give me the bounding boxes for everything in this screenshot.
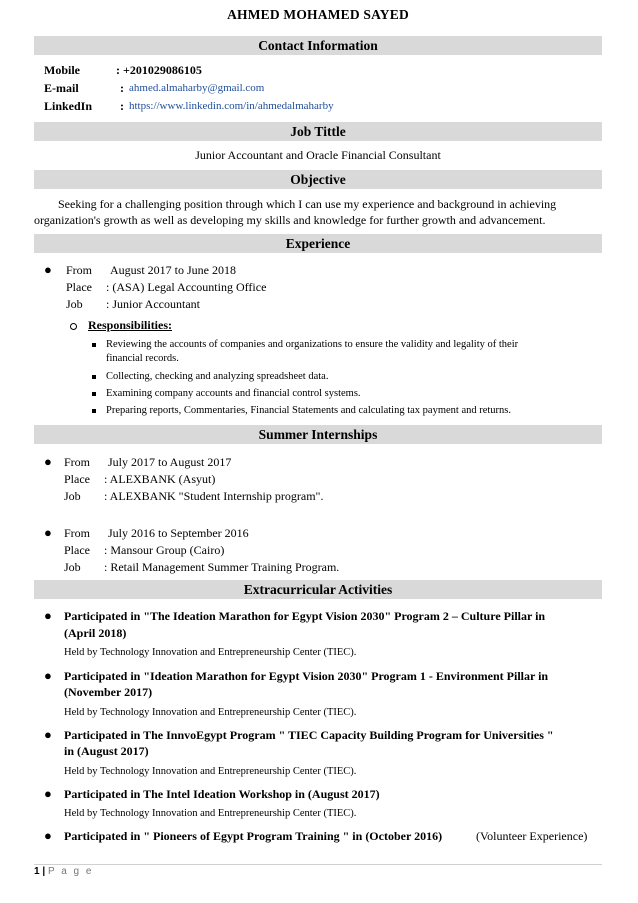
internships-header: Summer Internships <box>34 425 602 444</box>
responsibility-item: Collecting, checking and analyzing spreadsheet data. <box>106 371 329 382</box>
activity-volunteer-note: (Volunteer Experience) <box>476 829 588 843</box>
activity-title: Participated in "Ideation Marathon for Egypt Vision 2030" Program 1 - Environment Pillar in <box>64 669 549 683</box>
email-colon: : <box>120 81 124 95</box>
intern-from-label: From <box>64 526 91 540</box>
activity-held-by: Held by Technology Innovation and Entrepreneurship Center (TIEC). <box>64 808 357 819</box>
linkedin-colon: : <box>120 99 124 113</box>
objective-text: Seeking for a challenging position through which I can use my experience and background in achieving organization's growth as well as developing my skills and knowledge for further growth and advancement. <box>34 197 557 227</box>
exp-from-value: August 2017 to June 2018 <box>110 263 236 277</box>
intern-from-value: July 2016 to September 2016 <box>108 526 249 540</box>
intern-job-label: Job <box>64 489 81 503</box>
intern-place-value: : Mansour Group (Cairo) <box>104 543 225 557</box>
activity-title: Participated in The Intel Ideation Workshop in (August 2017) <box>64 787 380 801</box>
responsibility-item-continued: financial records. <box>106 353 179 364</box>
email-label: E-mail <box>44 81 79 95</box>
footer-divider <box>34 864 602 865</box>
page-number: 1 <box>34 866 40 877</box>
square-bullet-icon <box>92 375 96 379</box>
page-footer <box>34 866 93 877</box>
activity-title-continued: (November 2017) <box>64 685 153 699</box>
linkedin-link[interactable]: https://www.linkedin.com/in/ahmedalmaharby <box>129 100 334 112</box>
exp-job-label: Job <box>66 297 83 311</box>
objective-header: Objective <box>34 170 602 189</box>
responsibility-item: Reviewing the accounts of companies and organizations to ensure the validity and legality of their <box>106 339 519 350</box>
email-link[interactable]: ahmed.almaharby@gmail.com <box>129 82 265 94</box>
intern-job-value: : Retail Management Summer Training Program. <box>104 560 340 574</box>
activity-held-by: Held by Technology Innovation and Entrepreneurship Center (TIEC). <box>64 766 357 777</box>
responsibilities-label: Responsibilities: <box>88 318 173 332</box>
exp-job-value: : Junior Accountant <box>106 297 200 311</box>
activity-title: Participated in " Pioneers of Egypt Program Training " in (October 2016) <box>64 829 443 843</box>
activity-title: Participated in The InnvoEgypt Program " TIEC Capacity Building Program for Universities " <box>64 728 554 742</box>
activity-title: Participated in "The Ideation Marathon for Egypt Vision 2030" Program 2 – Culture Pillar in <box>64 609 546 623</box>
exp-place-value: : (ASA) Legal Accounting Office <box>106 280 267 294</box>
activity-held-by: Held by Technology Innovation and Entrepreneurship Center (TIEC). <box>64 707 357 718</box>
candidate-name: AHMED MOHAMED SAYED <box>227 7 409 22</box>
activity-held-by: Held by Technology Innovation and Entrepreneurship Center (TIEC). <box>64 647 357 658</box>
linkedin-label: LinkedIn <box>44 99 93 113</box>
mobile-value: : +201029086105 <box>116 63 202 77</box>
circle-bullet-icon <box>70 323 77 330</box>
intern-from-value: July 2017 to August 2017 <box>108 455 232 469</box>
square-bullet-icon <box>92 409 96 413</box>
bullet-icon: ● <box>44 454 52 469</box>
intern-place-label: Place <box>64 472 90 486</box>
activity-title-continued: in (August 2017) <box>64 744 149 758</box>
activities-header: Extracurricular Activities <box>34 580 602 599</box>
bullet-icon: ● <box>44 828 52 843</box>
intern-job-value: : ALEXBANK "Student Internship program". <box>104 489 324 503</box>
job-title-header: Job Tittle <box>34 122 602 141</box>
exp-place-label: Place <box>66 280 92 294</box>
mobile-label: Mobile <box>44 63 80 77</box>
square-bullet-icon <box>92 343 96 347</box>
intern-place-value: : ALEXBANK (Asyut) <box>104 472 216 486</box>
bullet-icon: ● <box>44 786 52 801</box>
bullet-icon: ● <box>44 668 52 683</box>
bullet-icon: ● <box>44 727 52 742</box>
page-word: P a g e <box>47 866 94 877</box>
responsibility-item: Preparing reports, Commentaries, Financial Statements and calculating tax payment and returns. <box>106 405 512 416</box>
contact-header: Contact Information <box>34 36 602 55</box>
job-title-text: Junior Accountant and Oracle Financial Consultant <box>195 148 441 162</box>
bullet-icon: ● <box>44 262 52 277</box>
exp-from-label: From <box>66 263 93 277</box>
responsibility-item: Examining company accounts and financial control systems. <box>106 388 361 399</box>
intern-place-label: Place <box>64 543 90 557</box>
intern-job-label: Job <box>64 560 81 574</box>
footer-separator: | <box>42 866 46 877</box>
square-bullet-icon <box>92 392 96 396</box>
bullet-icon: ● <box>44 525 52 540</box>
experience-header: Experience <box>34 234 602 253</box>
intern-from-label: From <box>64 455 91 469</box>
activity-title-continued: (April 2018) <box>64 626 127 640</box>
bullet-icon: ● <box>44 608 52 623</box>
